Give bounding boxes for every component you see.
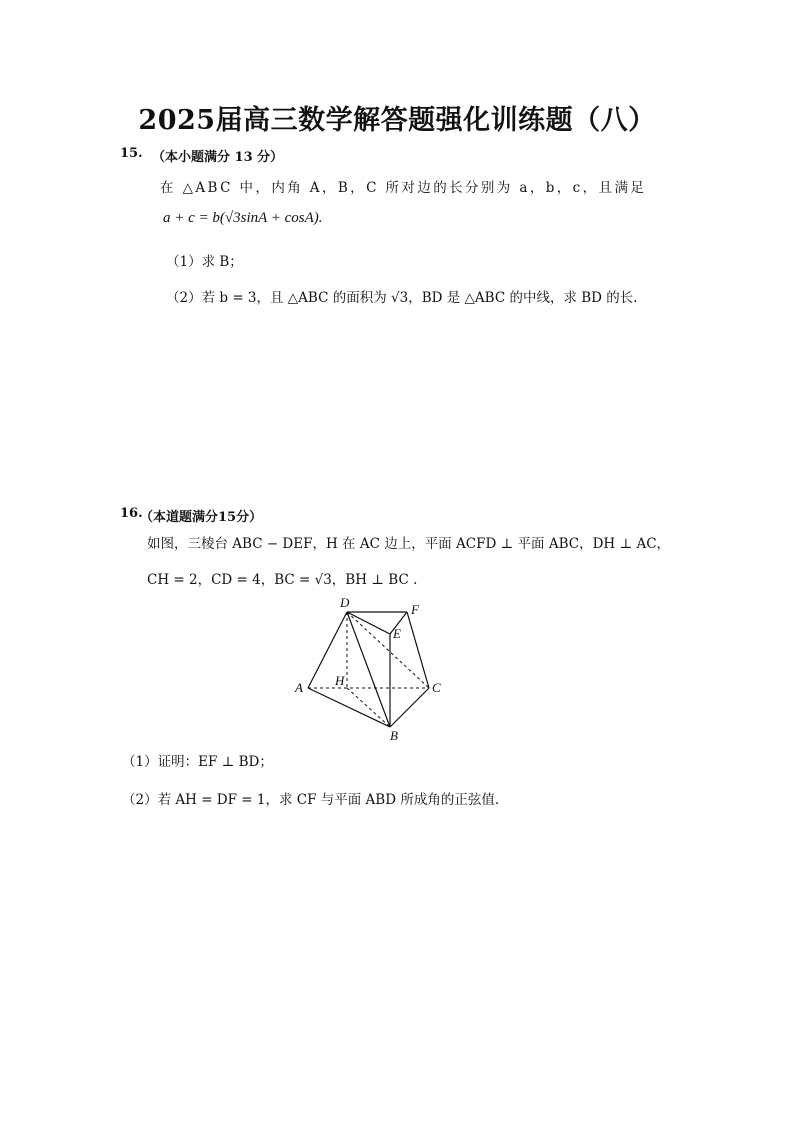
- q15-stem-line2: a + c = b(√3sinA + cosA).: [163, 210, 323, 226]
- label-F: F: [411, 602, 419, 617]
- q16-stem-line2: CH = 2，CD = 4，BC = √3，BH ⊥ BC .: [147, 572, 418, 588]
- label-A: A: [295, 680, 303, 695]
- q16-score: （本道题满分15分）: [140, 510, 263, 525]
- q15-score: （本小题满分 13 分）: [152, 150, 284, 165]
- page-title: 2025届高三数学解答题强化训练题（八）: [138, 105, 656, 136]
- edge-BC: [390, 688, 429, 727]
- q15-part2: （2）若 b = 3，且 △ABC 的面积为 √3，BD 是 △ABC 的中线，求 BD 的长.: [166, 290, 638, 306]
- q16-part1: （1）证明：EF ⊥ BD；: [122, 754, 273, 770]
- label-H: H: [335, 673, 345, 688]
- label-E: E: [393, 626, 401, 641]
- label-B: B: [390, 728, 398, 742]
- label-C: C: [432, 680, 441, 695]
- q16-number: 16.: [120, 506, 143, 521]
- edge-BH: [347, 688, 390, 727]
- edge-CF: [407, 612, 429, 688]
- q15-number: 15.: [120, 146, 143, 161]
- q15-part1: （1）求 B；: [166, 254, 243, 270]
- edge-CD: [347, 612, 429, 688]
- q15-stem-line1: 在 △ABC 中，内角 A，B，C 所对边的长分别为 a，b，c，且满足: [160, 180, 647, 196]
- frustum-figure: [290, 592, 450, 742]
- q16-stem-line1: 如图，三棱台 ABC − DEF，H 在 AC 边上，平面 ACFD ⊥ 平面 ABC，DH ⊥ AC，: [147, 536, 671, 552]
- q16-part2: （2）若 AH = DF = 1，求 CF 与平面 ABD 所成角的正弦值.: [122, 792, 500, 808]
- label-D: D: [340, 595, 350, 610]
